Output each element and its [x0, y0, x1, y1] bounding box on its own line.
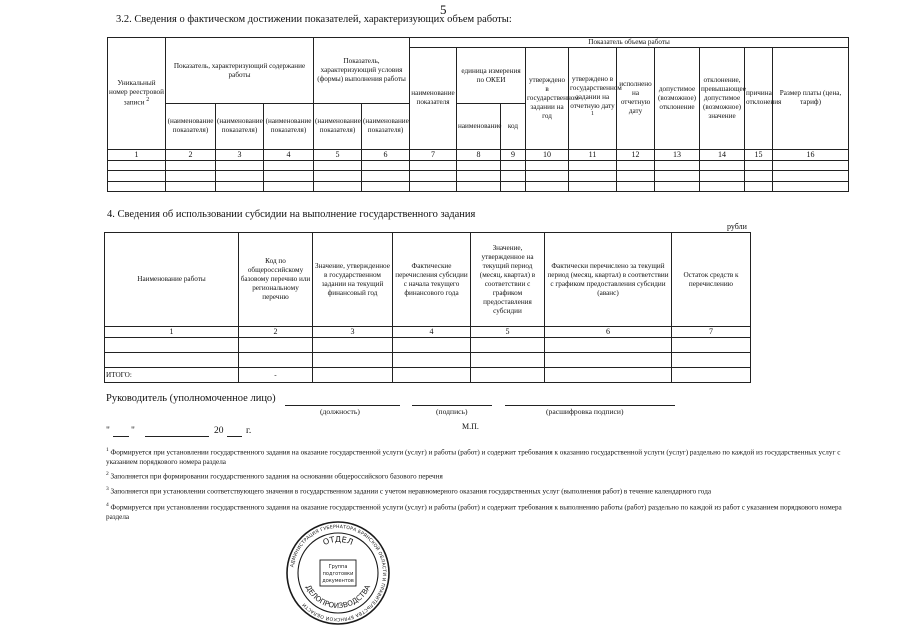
header-indicator-name-5: (наименование показателя): [362, 104, 410, 149]
total-code: -: [239, 368, 313, 383]
header-indicator-name-3: (наименование показателя): [264, 104, 314, 149]
decode-line: [505, 405, 675, 406]
header-conditions-indicator: Показатель, характеризующий условия (формы) выполнения работы: [314, 38, 410, 104]
official-stamp: [285, 520, 391, 626]
date-close-quote: ": [131, 426, 135, 436]
header-indicator-name: наименование показателя: [410, 48, 457, 149]
header-volume-indicator: Показатель объема работы: [410, 38, 849, 48]
col-number: 10: [526, 149, 569, 160]
table-row: [105, 338, 751, 353]
date-year-suffix: г.: [246, 426, 252, 436]
header-indicator-name-4: (наименование показателя): [314, 104, 362, 149]
position-caption: (должность): [320, 407, 360, 416]
footnote-3: $^3$ Заполняется при установлении соответствующего значения в государственном задании с учетом неравномерного оказания государственных услуг (выполнения работ) в течение календарного года: [106, 486, 712, 496]
signature-line: [412, 405, 492, 406]
header-unit-code: код: [501, 104, 526, 149]
col-number: 15: [745, 149, 773, 160]
header-fee: Размер платы (цена, тариф): [773, 48, 849, 149]
work-volume-table: [107, 37, 849, 192]
section-3-2-title: 3.2. Сведения о фактическом достижении показателей, характеризующих объем работы:: [116, 14, 512, 25]
stamp-center-line-2: подготовки: [322, 571, 354, 577]
currency-label: рубли: [727, 222, 747, 231]
table-row: [108, 171, 849, 181]
date-year-line: [227, 436, 242, 437]
col-number: 6: [545, 327, 672, 338]
header-actual-transfers: Фактические перечисления субсидии с начала текущего финансового года: [393, 233, 471, 327]
header-indicator-name-2: (наименование показателя): [216, 104, 264, 149]
subsidy-table: [104, 232, 751, 383]
stamp-ring-text: АДМИНИСТРАЦИЯ ГУБЕРНАТОРА БРЯНСКОЙ ОБЛАСТИ И ПРАВИТЕЛЬСТВА БРЯНСКОЙ ОБЛАСТИ: [290, 524, 387, 622]
header-approved-date: утверждено в государственном задании на отчетную дату $^1$: [569, 48, 617, 149]
col-number: 4: [393, 327, 471, 338]
col-number: 2: [239, 327, 313, 338]
col-number: 2: [166, 149, 216, 160]
col-number: 7: [672, 327, 751, 338]
signature-caption: (подпись): [436, 407, 468, 416]
stamp-center-line-3: документов: [322, 578, 354, 584]
header-transferred-period: Фактически перечислено за текущий период (месяц, квартал) в соответствии с графиком предоставления субсидии (аванс): [545, 233, 672, 327]
total-row: [105, 368, 751, 383]
col-number: 16: [773, 149, 849, 160]
header-executed: исполнено на отчетную дату: [617, 48, 655, 149]
col-number: 5: [314, 149, 362, 160]
decode-caption: (расшифровка подписи): [546, 407, 624, 416]
header-exceeding-deviation: отклонение, превышающее допустимое (возможное) значение: [700, 48, 745, 149]
col-number: 8: [457, 149, 501, 160]
date-month-line: [145, 436, 209, 437]
column-numbers-row: [108, 149, 849, 160]
table-row: [108, 181, 849, 191]
table-row: [108, 160, 849, 170]
header-deviation-reason: причина отклонения: [745, 48, 773, 149]
col-number: 5: [471, 327, 545, 338]
stamp-place-label: М.П.: [462, 422, 479, 431]
footnote-1: $^1$ Формируется при установлении государственного задания на оказание государственной услуги (услуг) и работы (работ) и содержит требования к оказанию государственной услуги (услуг) раздельно по каждой из государственных услуг с указанием порядкового номера раздела: [106, 447, 841, 467]
footnote-2: $^2$ Заполняется при формировании государственного задания на основании общероссийского базового перечня: [106, 471, 443, 481]
stamp-dept-top: ОТДЕЛ: [321, 534, 355, 547]
col-number: 1: [105, 327, 239, 338]
date-year-prefix: 20: [214, 426, 224, 436]
col-number: 13: [655, 149, 700, 160]
col-number: 3: [216, 149, 264, 160]
date-day-line: [113, 436, 129, 437]
header-value-year: Значение, утвержденное в государственном задании на текущий финансовый год: [313, 233, 393, 327]
stamp-center-line-1: Группа: [328, 564, 348, 570]
svg-text:ОТДЕЛ: [322, 535, 355, 547]
col-number: 12: [617, 149, 655, 160]
page-number: 5: [440, 2, 447, 17]
head-label: Руководитель (уполномоченное лицо): [106, 393, 276, 404]
header-unit: единица измерения по ОКЕИ: [457, 48, 526, 104]
col-number: 14: [700, 149, 745, 160]
stamp-dept-bottom: ДЕЛОПРОИЗВОДСТВА: [303, 583, 373, 611]
position-line: [285, 405, 400, 406]
svg-text:ДЕЛОПРОИЗВОДСТВА: [304, 583, 372, 610]
col-number: 3: [313, 327, 393, 338]
col-number: 6: [362, 149, 410, 160]
header-indicator-name-1: (наименование показателя): [166, 104, 216, 149]
header-base-list-code: Код по общероссийскому базовому перечню или региональному перечню: [239, 233, 313, 327]
col-number: 1: [108, 149, 166, 160]
header-unit-name: наименование: [457, 104, 501, 149]
column-numbers-row: [105, 327, 751, 338]
header-approved-year: утверждено в государственном задании на год: [526, 48, 569, 149]
col-number: 4: [264, 149, 314, 160]
header-work-name: Наименование работы: [105, 233, 239, 327]
table-row: [105, 353, 751, 368]
col-number: 9: [501, 149, 526, 160]
date-open-quote: ": [106, 426, 110, 436]
header-unique-number: Уникальный номер реестровой записи $^2$: [108, 38, 166, 150]
footnote-4: $^4$ Формируется при установлении государственного задания на оказание государственной услуги (услуг) и работы (работ) и содержит требования к выполнению работы (работ) раздельно по каждой из работ с указанием порядкового номера раздела: [106, 502, 842, 522]
col-number: 7: [410, 149, 457, 160]
col-number: 11: [569, 149, 617, 160]
section-4-title: 4. Сведения об использовании субсидии на выполнение государственного задания: [107, 209, 476, 220]
header-content-indicator: Показатель, характеризующий содержание работы: [166, 38, 314, 104]
header-remainder: Остаток средств к перечислению: [672, 233, 751, 327]
total-label: ИТОГО:: [105, 368, 239, 383]
header-allowed-deviation: допустимое (возможное) отклонение: [655, 48, 700, 149]
header-value-period: Значение, утвержденное на текущий период (месяц, квартал) в соответствии с графиком предоставления субсидии: [471, 233, 545, 327]
